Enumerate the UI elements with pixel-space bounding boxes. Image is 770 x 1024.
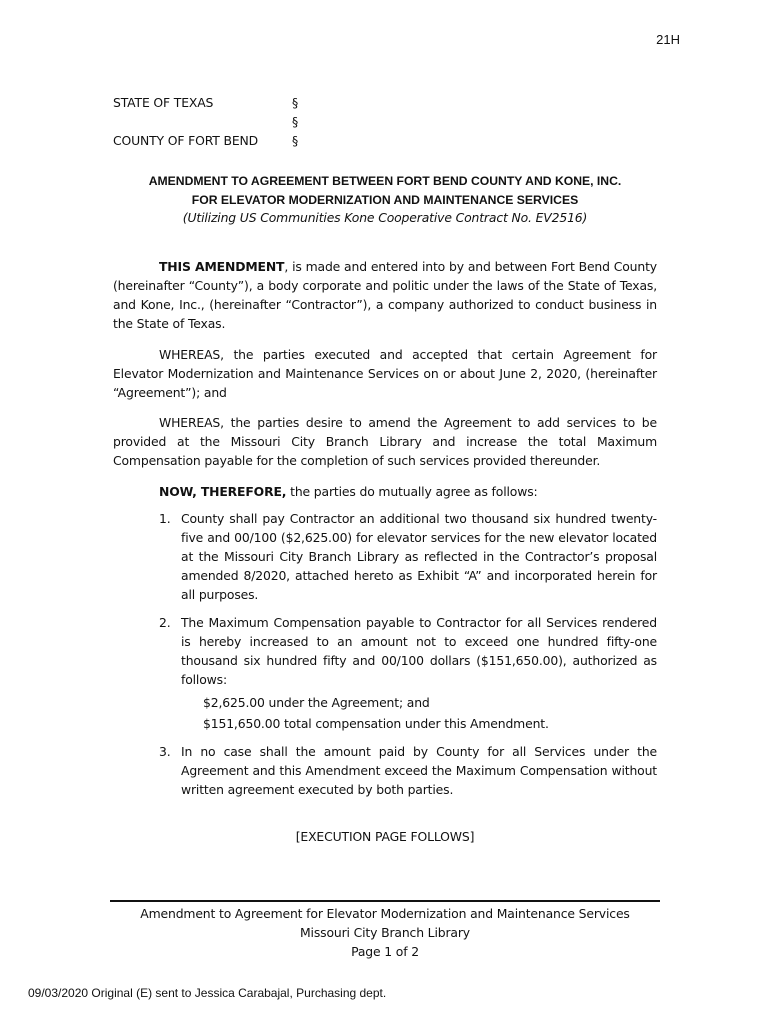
- list-number: 2.: [159, 615, 171, 630]
- amount-line: $151,650.00 total compensation under this Amendment.: [203, 716, 549, 731]
- whereas-1-text: WHEREAS, the parties executed and accepted that certain Agreement for Elevator Modernization and Maintenance Services on or about June 2, 2020, (hereinafter “Agreement”); and: [113, 347, 657, 400]
- page-number: Page 1 of 2: [351, 944, 419, 959]
- footer-line-2: Missouri City Branch Library: [300, 925, 470, 940]
- section-symbol: §: [292, 133, 299, 148]
- whereas-2-text: WHEREAS, the parties desire to amend the Agreement to add services to be provided at the Missouri City Branch Library and increase the total Maximum Compensation payable for the completion of such services provided thereunder.: [113, 415, 657, 468]
- list-item-text: In no case shall the amount paid by County for all Services under the Agreement and this Amendment exceed the Maximum Compensation without written agreement executed by both parties.: [181, 744, 657, 797]
- execution-page-note: [EXECUTION PAGE FOLLOWS]: [295, 829, 475, 844]
- intro-text: , is made and entered into by and between Fort Bend County (hereinafter “County”), a body corporate and politic under the laws of the State of Texas, and Kone, Inc., (hereinafter “Contractor”), a company authorized to conduct business in the State of Texas.: [113, 259, 657, 331]
- handwritten-annotation: 09/03/2020 Original (E) sent to Jessica Carabajal, Purchasing dept.: [28, 986, 387, 1000]
- page-footer: [110, 904, 660, 961]
- title-line-1: AMENDMENT TO AGREEMENT BETWEEN FORT BEND COUNTY AND KONE, INC.: [148, 174, 622, 188]
- list-number: 3.: [159, 744, 171, 759]
- paragraph-intro: [113, 257, 657, 333]
- list-item-text: The Maximum Compensation payable to Contractor for all Services rendered is hereby increased to an amount not to exceed one hundred fifty-one thousand six hundred fifty and 00/100 dollars ($151,650.00), authorized as follows:: [181, 615, 657, 687]
- document-title: [110, 172, 660, 210]
- document-subtitle: (Utilizing US Communities Kone Cooperative Contract No. EV2516): [182, 210, 588, 225]
- paragraph-now-therefore: [113, 482, 657, 501]
- terms-list: [159, 509, 657, 808]
- venue-state: STATE OF TEXAS: [113, 95, 214, 110]
- section-symbol: §: [292, 95, 299, 110]
- list-item: [159, 742, 657, 799]
- footer-line-1: Amendment to Agreement for Elevator Modernization and Maintenance Services: [140, 906, 630, 921]
- list-item-text: County shall pay Contractor an additional two thousand six hundred twenty-five and 00/100 ($2,625.00) for elevator services for the new elevator located at the Missouri City Branch Library as reflected in the Contractor’s proposal amended 8/2020, attached hereto as Exhibit “A” and incorporated herein for all purposes.: [181, 511, 657, 602]
- this-amendment-lead: THIS AMENDMENT: [159, 259, 285, 274]
- section-symbol: §: [292, 114, 299, 129]
- now-therefore-lead: NOW, THEREFORE,: [159, 484, 287, 499]
- list-number: 1.: [159, 511, 171, 526]
- amounts-block: [181, 693, 657, 733]
- list-item: [159, 509, 657, 604]
- paragraph-whereas-1: [113, 345, 657, 402]
- now-therefore-text: the parties do mutually agree as follows:: [286, 484, 538, 499]
- list-item: [159, 613, 657, 733]
- paragraph-whereas-2: [113, 413, 657, 470]
- footer-divider: [110, 900, 660, 902]
- amount-line: $2,625.00 under the Agreement; and: [203, 695, 430, 710]
- title-line-2: FOR ELEVATOR MODERNIZATION AND MAINTENANCE SERVICES: [191, 193, 579, 207]
- venue-county: COUNTY OF FORT BEND: [113, 133, 259, 148]
- document-code: 21H: [656, 32, 680, 47]
